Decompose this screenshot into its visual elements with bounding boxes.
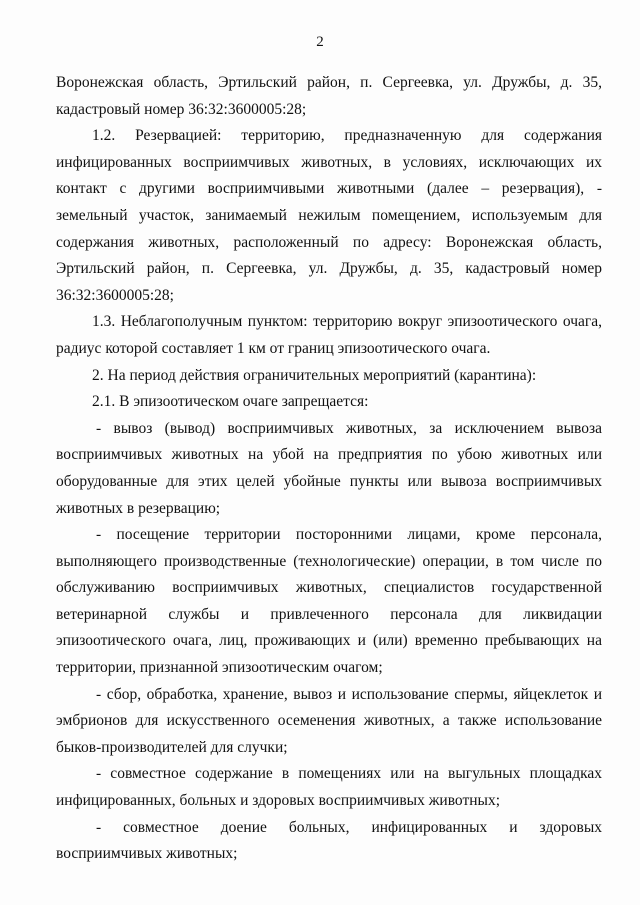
list-item-joint-keeping: - совместное содержание в помещениях или на выгульных площадках инфицированных, больных и здоровых восприимчивых животных; (56, 765, 602, 810)
list-item-joint-milking: - совместное доение больных, инфицированных и здоровых восприимчивых животных; (56, 818, 602, 863)
list-item-visiting-territory: - посещение территории посторонними лицами, кроме персонала, выполняющего производственные (технологические) операции, в том числе по обслуживанию восприимчивых животных, специалистов государственной ветеринарной службы и привлеченного персонала для ликвидации эпизоотического очага, лиц, проживающих и (или) временно пребывающих на территории, признанной эпизоотическим очагом; (56, 526, 602, 677)
list-item-sperm-collection: - сбор, обработка, хранение, вывоз и использование спермы, яйцеклеток и эмбрионов для искусственного осеменения животных, а также использование быков-производителей для случки; (56, 685, 602, 756)
paragraph-1-3-unfavorable-point: 1.3. Неблагополучным пунктом: территорию вокруг эпизоотического очага, радиус которой составляет 1 км от границ эпизоотического очага. (56, 313, 602, 357)
page-number: 2 (316, 34, 324, 50)
document-body (56, 70, 602, 868)
list-item-export-animals: - вывоз (вывод) восприимчивых животных, за исключением вывоза восприимчивых животных на убой на предприятия по убою животных или оборудованные для этих целей убойные пункты или вывоза восприимчивых животных в резервацию; (56, 419, 602, 517)
paragraph-2-1-prohibitions: 2.1. В эпизоотическом очаге запрещается: (92, 393, 369, 411)
paragraph-1-2-reservation: 1.2. Резервацией: территорию, предназначенную для содержания инфицированных восприимчивых животных, в условиях, исключающих их контакт с другими восприимчивыми животными (далее – резервация), - земельный участок, занимаемый нежилым помещением, используемым для содержания животных, расположенный по адресу: Воронежская область, Эртильский район, п. Сергеевка, ул. Дружбы, д. 35, кадастровый номер 36:32:3600005:28; (56, 127, 602, 304)
paragraph-2-quarantine-period: 2. На период действия ограничительных мероприятий (карантина): (92, 366, 537, 384)
paragraph-address-continuation: Воронежская область, Эртильский район, п. Сергеевка, ул. Дружбы, д. 35, кадастровый номер 36:32:3600005:28; (56, 74, 602, 118)
